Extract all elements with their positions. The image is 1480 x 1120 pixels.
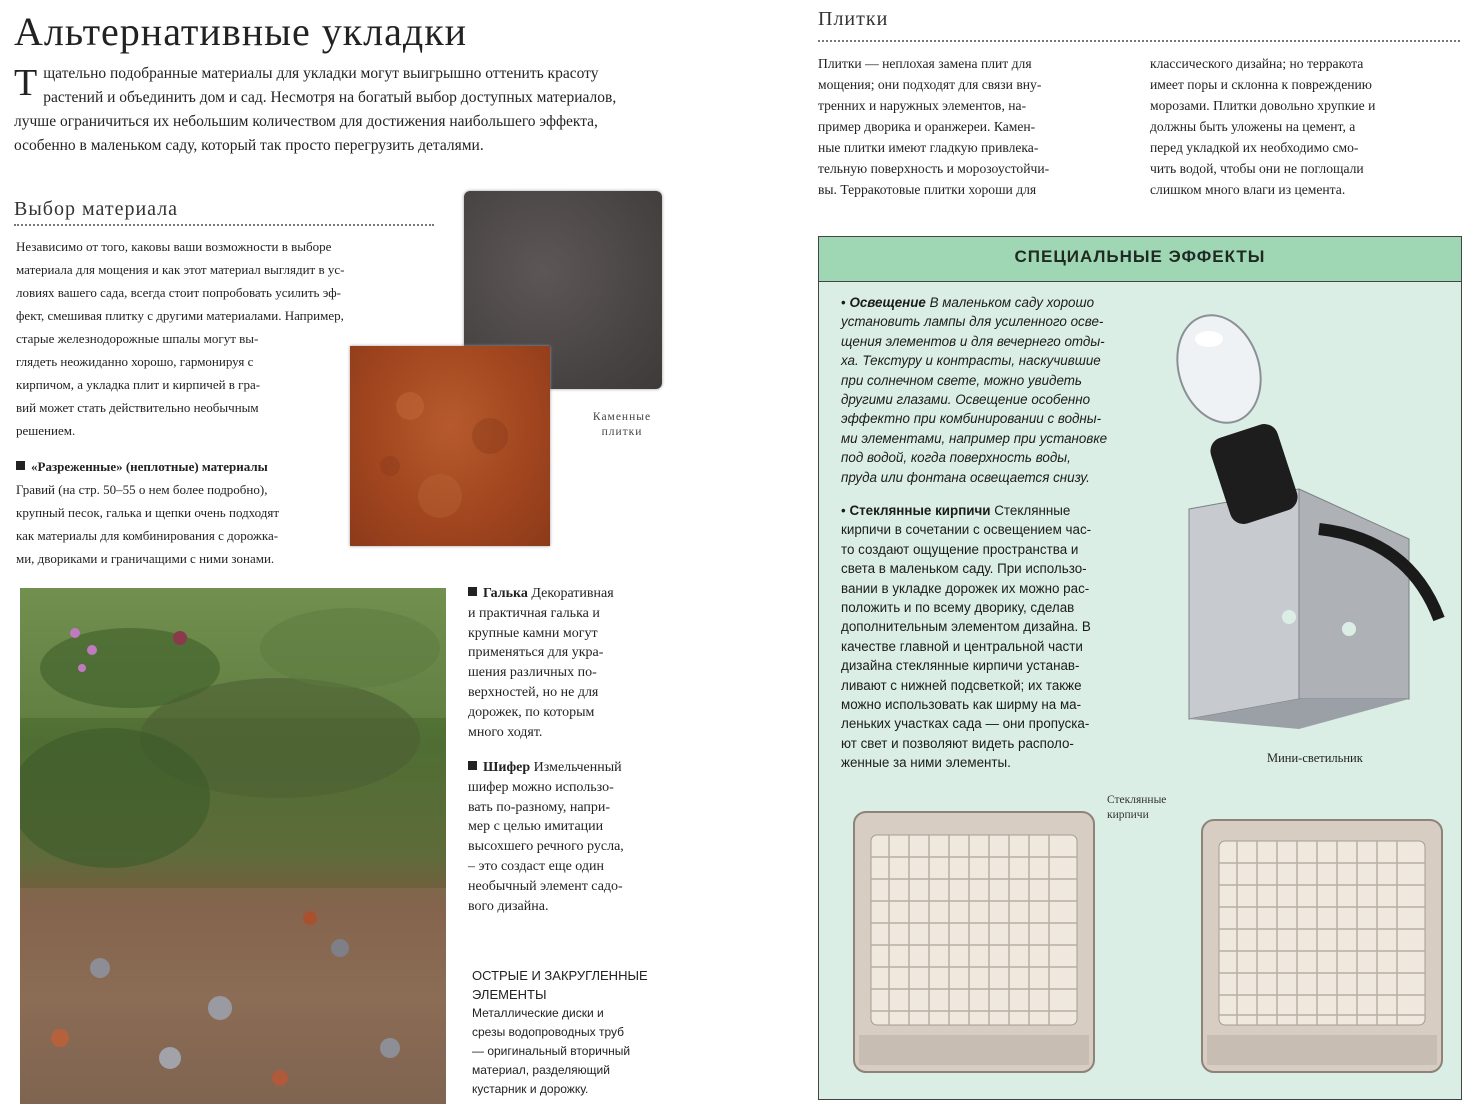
section-text-line: ловиях вашего сада, всегда стоит попробовать усилить эф-	[16, 285, 341, 300]
tiles-column-1-line: тельную поверхность и морозоустойчи-	[818, 161, 1050, 176]
photo-caption-title: ЭЛЕМЕНТЫ	[472, 987, 547, 1002]
glass-text	[841, 503, 1141, 773]
tiles-column-2-line: классического дизайна; но терракота	[1150, 56, 1364, 71]
page-title: Альтернативные укладки	[14, 9, 468, 54]
slate-block	[468, 758, 668, 916]
terracotta-tile-image	[350, 346, 550, 546]
tiles-caption-line: плитки	[601, 426, 643, 438]
loose-materials-line: ми, двориками и граничащими с ними зонами.	[16, 551, 275, 566]
lighting-text-line: другими глазами. Освещение особенно	[841, 392, 1091, 408]
garden-photo	[20, 588, 446, 1104]
photo-caption-line: — оригинальный вторичный	[472, 1044, 631, 1058]
special-effects-box	[818, 236, 1462, 1100]
tiles-column-2-line: морозами. Плитки довольно хрупкие и	[1150, 98, 1376, 113]
glass-text-line: качестве главной и центральной части	[841, 638, 1083, 654]
glass-text-line: вании в укладке дорожек их можно рас-	[841, 580, 1090, 596]
loose-materials-text	[16, 478, 346, 570]
pebble-text-line: Декоративная	[531, 586, 614, 601]
tiles-column-1-line: пример дворика и оранжереи. Камен-	[818, 119, 1036, 134]
tiles-caption-line: Каменные	[592, 411, 652, 423]
tiles-column-2	[1150, 53, 1460, 200]
section-text-line: глядеть неожиданно хорошо, гармонируя с	[16, 354, 254, 369]
lighting-text	[841, 295, 1141, 487]
section-text-line: материала для мощения и как этот материал выглядит в ус-	[16, 262, 345, 277]
photo-caption-title: ОСТРЫЕ И ЗАКРУГЛЕННЫЕ	[472, 968, 648, 983]
section-text-line: старые железнодорожные шпалы могут вы-	[16, 331, 259, 346]
glass-title: Стеклянные кирпичи	[849, 503, 991, 518]
bullet-square-icon	[468, 761, 477, 770]
loose-materials-line: крупный песок, галька и щепки очень подходят	[16, 505, 280, 520]
loose-materials-line: как материалы для комбинирования с дорожка-	[16, 528, 279, 543]
pebble-text-line: шения различных по-	[468, 665, 597, 681]
glass-text-line: кирпичи в сочетании с освещением час-	[841, 522, 1092, 538]
glass-brick-left-illustration	[849, 807, 1099, 1077]
loose-materials-block	[16, 455, 346, 570]
slate-text-line: шифер можно использо-	[468, 779, 614, 795]
bullet-square-icon	[16, 461, 25, 470]
tiles-column-2-line: должны быть уложены на цемент, а	[1150, 119, 1356, 134]
pebble-text-line: верхностей, но не для	[468, 684, 599, 700]
lighting-text-line: пруда или фонтана освещается снизу.	[841, 469, 1090, 485]
tiles-column-1-line: ные плитки имеют гладкую привлека-	[818, 140, 1039, 155]
tiles-column-1-line: мощения; они подходят для связи вну-	[818, 77, 1042, 92]
intro-paragraph	[14, 62, 654, 158]
lighting-title: Освещение	[849, 295, 926, 310]
section-divider	[14, 224, 434, 226]
photo-caption-line: материал, разделяющий	[472, 1063, 610, 1077]
tile-texture	[350, 346, 550, 546]
glass-text-line: света в маленьком саду. При использо-	[841, 561, 1087, 577]
lighting-text-line: ха. Текстуру и контрасты, наскучившие	[841, 353, 1101, 369]
pebble-block	[468, 584, 668, 742]
pebble-title: Галька	[483, 586, 528, 601]
slate-text-line: необычный элемент садо-	[468, 878, 623, 894]
glass-text-line: то создают ощущение пространства и	[841, 541, 1079, 557]
pebble-text	[468, 586, 668, 742]
bullet-dot-icon: •	[841, 295, 846, 310]
slate-text	[468, 760, 668, 916]
glass-text-line: ливают с нижней подсветкой; их также	[841, 677, 1082, 693]
section-text-line: фект, смешивая плитку с другими материалами. Например,	[16, 308, 344, 323]
lighting-text-line: щения элементов и для вечернего отды-	[841, 333, 1105, 349]
tiles-column-2-line: имеет поры и склонна к повреждению	[1150, 77, 1372, 92]
pebble-text-line: применяться для укра-	[468, 645, 604, 661]
bricks-caption	[1107, 793, 1166, 823]
glass-text-line: дизайна стеклянные кирпичи устанав-	[841, 658, 1080, 674]
lighting-text-line: ми элементами, например при установке	[841, 430, 1108, 446]
lamp-caption: Мини-светильник	[1267, 751, 1363, 765]
slate-text-line: – это создаст еще один	[468, 858, 605, 874]
loose-materials-title: «Разреженные» (неплотные) материалы	[31, 459, 268, 474]
photo-caption-line: срезы водопроводных труб	[472, 1025, 624, 1039]
bricks-caption-line: Стеклянные	[1107, 794, 1167, 806]
tiles-column-1-line: тренних и наружных элементов, на-	[818, 98, 1027, 113]
tiles-column-2-line: чить водой, чтобы они не поглощали	[1150, 161, 1364, 176]
loose-materials-line: Гравий (на стр. 50–55 о нем более подробно),	[16, 482, 268, 497]
photo-caption-text	[472, 1004, 672, 1099]
section-heading: Выбор материала	[14, 198, 179, 220]
pebble-text-line: дорожек, по которым	[468, 704, 595, 720]
glass-text-line: положить и по всему дворику, сделав	[841, 600, 1075, 616]
slate-text-line: Измельченный	[533, 760, 622, 775]
pebble-text-line: крупные камни могут	[468, 625, 598, 641]
intro-text: щательно подобранные материалы для укладки могут выигрышно оттенить красоту растений и объединить дом и сад. Несмотря на богатый выбор доступных материалов, лучше ограничиться их небольшим количеством для достижения наибольшего эффекта, особенно в маленьком саду, который так просто перегрузить деталями.	[14, 65, 617, 154]
slate-text-line: вать по-разному, напри-	[468, 799, 611, 815]
photo-caption-line: кустарник и дорожку.	[472, 1082, 589, 1096]
glass-text-line: можно использовать как ширму на ма-	[841, 697, 1082, 713]
lighting-text-line: под водой, когда поверхность воды,	[841, 450, 1071, 466]
bullet-dot-icon: •	[841, 503, 846, 518]
intro-dropcap: Т	[14, 62, 38, 104]
bricks-caption-line: кирпичи	[1107, 809, 1149, 821]
slate-title: Шифер	[483, 760, 531, 775]
glass-text-line: ют свет и позволяют видеть располо-	[841, 735, 1074, 751]
glass-text-line: женные за ними элементы.	[841, 755, 1011, 771]
glass-text-line: леньких участках сада — они пропуска-	[841, 716, 1090, 732]
glass-text-line: Стеклянные	[994, 503, 1071, 518]
section-text-line: кирпичом, а укладка плит и кирпичей в гра-	[16, 377, 261, 392]
lighting-text-line: при солнечном свете, можно увидеть	[841, 372, 1082, 388]
tiles-column-1-line: Плитки — неплохая замена плит для	[818, 56, 1032, 71]
tiles-column-1-line: вы. Терракотовые плитки хороши для	[818, 182, 1037, 197]
glass-brick-right-illustration	[1197, 815, 1447, 1077]
glass-text-line: дополнительным элементом дизайна. В	[841, 619, 1091, 635]
tiles-column-2-line: перед укладкой их необходимо смо-	[1150, 140, 1359, 155]
tiles-divider	[818, 40, 1460, 42]
box-title: СПЕЦИАЛЬНЫЕ ЭФФЕКТЫ	[819, 237, 1461, 282]
section-text-line: Независимо от того, каковы ваши возможности в выборе	[16, 239, 332, 254]
section-text-line: вий может стать действительно необычным	[16, 400, 259, 415]
section-text-line: решением.	[16, 423, 76, 438]
garden-photo-illustration	[20, 588, 446, 1104]
lighting-block	[841, 293, 1141, 487]
tiles-column-1	[818, 53, 1138, 200]
lighting-text-line: В маленьком саду хорошо	[929, 295, 1095, 310]
bullet-square-icon	[468, 587, 477, 596]
slate-text-line: мер с целью имитации	[468, 819, 604, 835]
tiles-heading: Плитки	[818, 8, 889, 30]
slate-text-line: высохшего речного русла,	[468, 839, 624, 855]
glass-block	[841, 501, 1141, 773]
pebble-text-line: и практичная галька и	[468, 605, 600, 621]
photo-caption	[472, 966, 672, 1099]
slate-text-line: вого дизайна.	[468, 898, 549, 914]
tiles-caption	[582, 410, 662, 440]
lighting-text-line: эффектно при комбинировании с водны-	[841, 411, 1102, 427]
photo-caption-line: Металлические диски и	[472, 1006, 604, 1020]
pebble-text-line: много ходят.	[468, 724, 543, 740]
lighting-text-line: установить лампы для усиленного осве-	[841, 314, 1104, 330]
mini-lamp-illustration	[1149, 299, 1449, 759]
tiles-column-2-line: слишком много влаги из цемента.	[1150, 182, 1346, 197]
